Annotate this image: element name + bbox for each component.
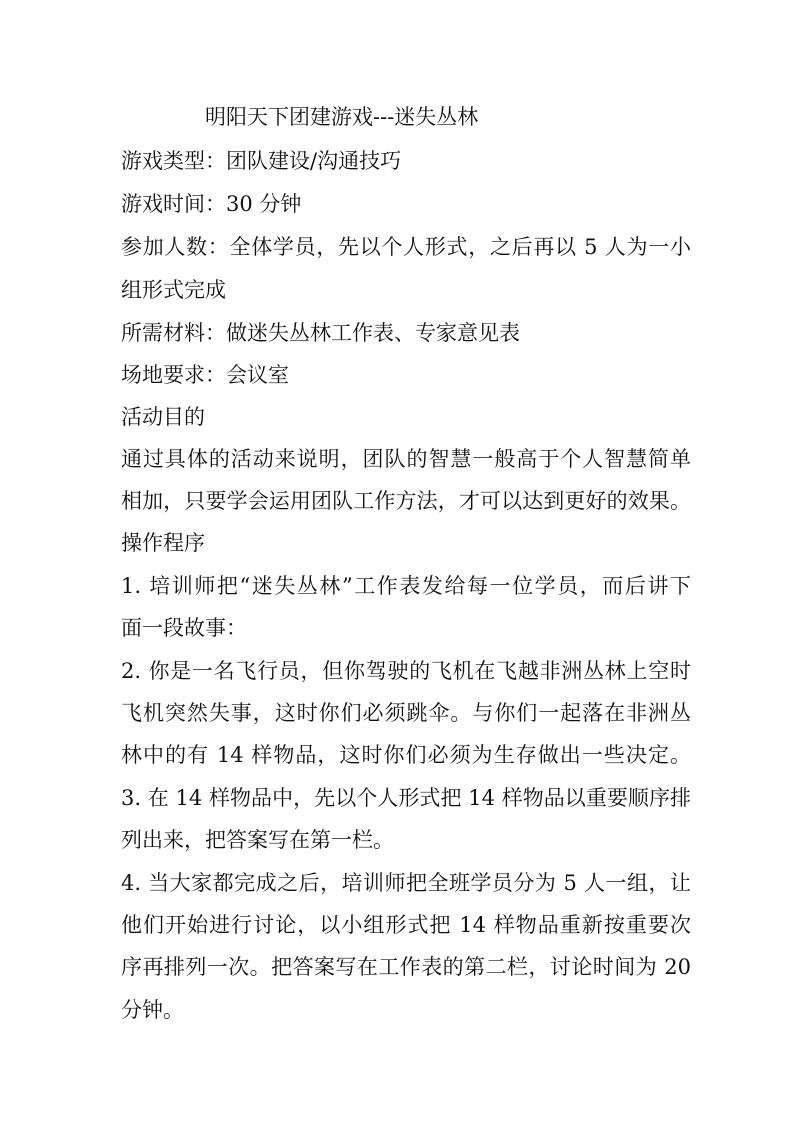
participants-line-2: 组形式完成: [121, 278, 226, 302]
purpose-line-1: 通过具体的活动来说明，团队的智慧一般高于个人智慧简单: [121, 447, 691, 471]
purpose-line-2: 相加，只要学会运用团队工作方法，才可以达到更好的效果。: [121, 489, 691, 513]
procedure-heading: 操作程序: [121, 531, 205, 555]
participants-line-1: 参加人数：全体学员，先以个人形式，之后再以 5 人为一小: [121, 235, 691, 259]
document-title: 明阳天下团建游戏---迷失丛林: [205, 105, 479, 129]
materials-line: 所需材料：做迷失丛林工作表、专家意见表: [121, 321, 520, 345]
step-3-line-1: 3. 在 14 样物品中，先以个人形式把 14 样物品以重要顺序排: [121, 786, 691, 810]
step-2-line-1: 2. 你是一名飞行员，但你驾驶的飞机在飞越非洲丛林上空时: [121, 659, 691, 683]
step-4-line-1: 4. 当大家都完成之后，培训师把全班学员分为 5 人一组，让: [121, 871, 691, 895]
step-2-line-2: 飞机突然失事，这时你们必须跳伞。与你们一起落在非洲丛: [121, 701, 691, 725]
step-3-line-2: 列出来，把答案写在第一栏。: [121, 828, 394, 852]
step-2-line-3: 林中的有 14 样物品，这时你们必须为生存做出一些决定。: [121, 743, 691, 767]
step-4-line-2: 他们开始进行讨论，以小组形式把 14 样物品重新按重要次: [121, 913, 691, 937]
step-1-line-2: 面一段故事：: [121, 616, 247, 640]
game-type-line: 游戏类型：团队建设/沟通技巧: [121, 149, 402, 173]
game-time-line: 游戏时间：30 分钟: [121, 192, 302, 216]
step-4-line-3: 序再排列一次。把答案写在工作表的第二栏，讨论时间为 20: [121, 955, 691, 979]
step-1-line-1: 1. 培训师把“迷失丛林”工作表发给每一位学员，而后讲下: [121, 574, 691, 598]
purpose-heading: 活动目的: [121, 405, 205, 429]
step-4-line-4: 分钟。: [121, 998, 184, 1022]
venue-line: 场地要求：会议室: [121, 363, 289, 387]
